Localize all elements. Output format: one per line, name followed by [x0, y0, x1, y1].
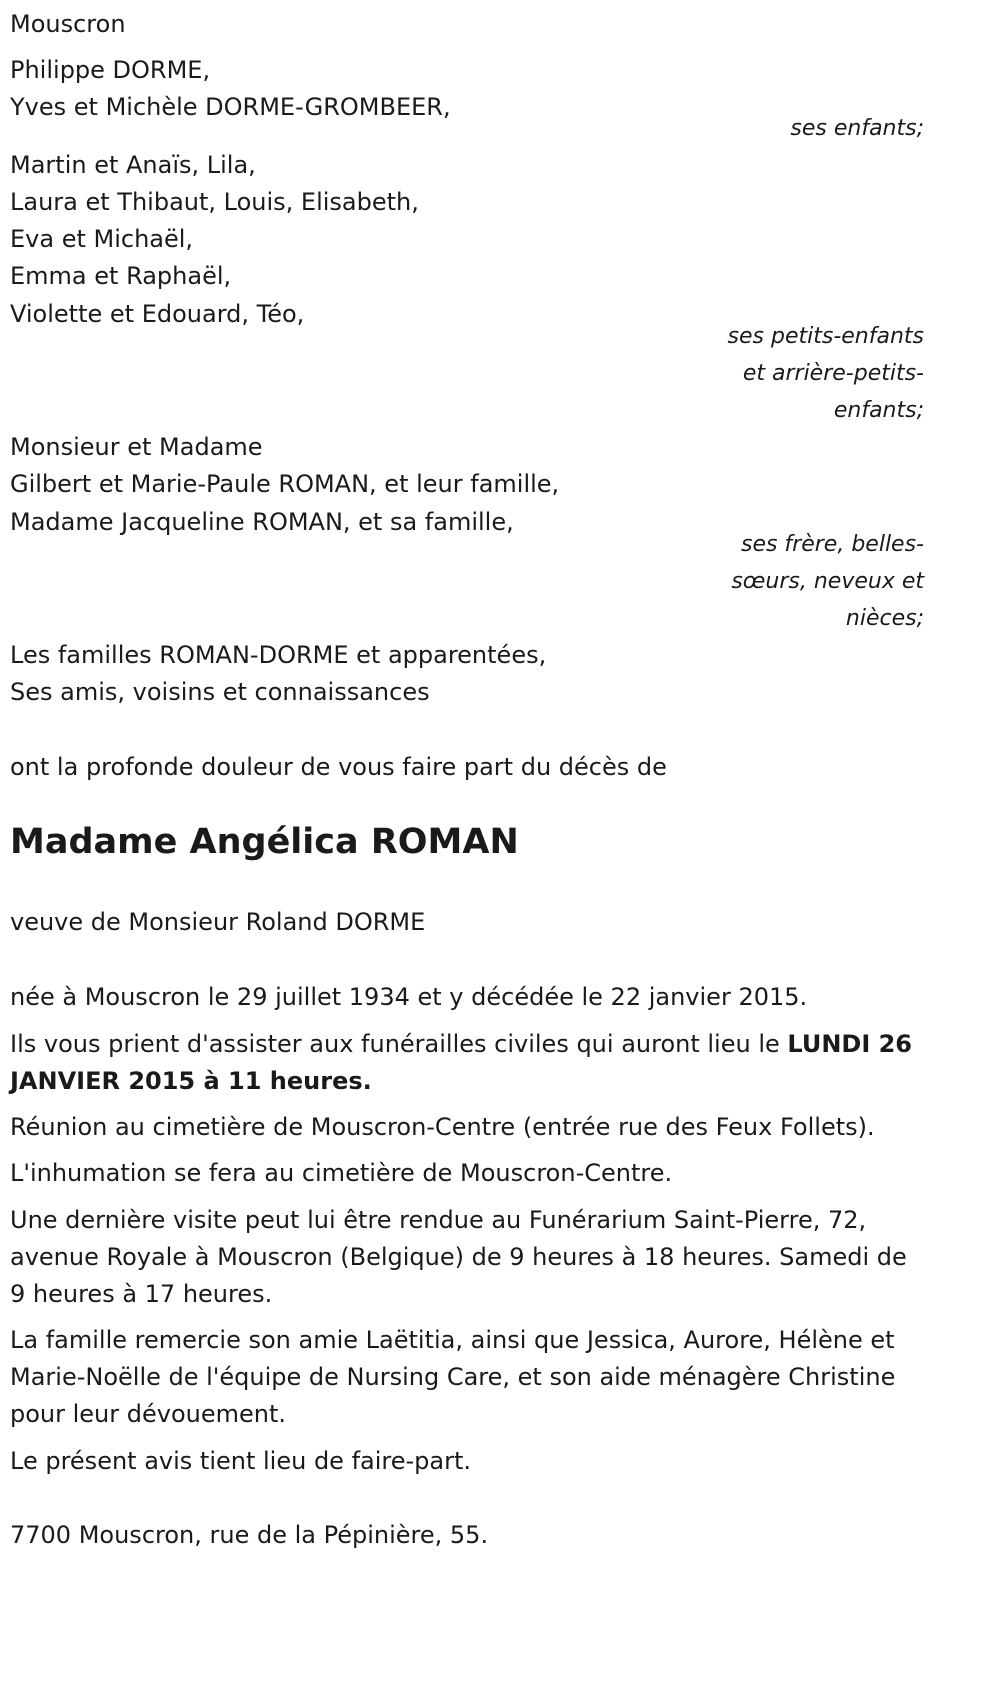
grandchild-name: Violette et Edouard, Téo,: [10, 300, 305, 328]
reunion: Réunion au cimetière de Mouscron-Centre (entrée rue des Feux Follets).: [10, 1113, 875, 1141]
funeral-info: [10, 1026, 925, 1100]
child-name: Yves et Michèle DORME-GROMBEER,: [10, 93, 451, 121]
burial: L'inhumation se fera au cimetière de Mouscron-Centre.: [10, 1159, 673, 1187]
widow-of: veuve de Monsieur Roland DORME: [10, 908, 426, 936]
notice: Le présent avis tient lieu de faire-part.: [10, 1447, 472, 1475]
address: 7700 Mouscron, rue de la Pépinière, 55.: [10, 1521, 489, 1549]
funeral-prefix: Ils vous prient d'assister aux funérailles civiles qui auront lieu le: [10, 1030, 788, 1058]
grandchildren-role-line: et arrière-petits-: [742, 361, 924, 386]
child-name: Philippe DORME,: [10, 56, 211, 84]
other-mourners: Ses amis, voisins et connaissances: [10, 678, 430, 706]
sibling-name: Madame Jacqueline ROMAN, et sa famille,: [10, 508, 514, 536]
grandchild-name: Eva et Michaël,: [10, 225, 194, 253]
grandchild-name: Laura et Thibaut, Louis, Elisabeth,: [10, 188, 419, 216]
sibling-name: Monsieur et Madame: [10, 433, 263, 461]
visit-info: Une dernière visite peut lui être rendue au Funérarium Saint-Pierre, 72, avenue Royale à Mouscron (Belgique) de 9 heures à 18 heures. Samedi de 9 heures à 17 heures.: [10, 1206, 907, 1308]
funeral-date: LUNDI 26 JANVIER 2015 à 11 heures.: [10, 1030, 913, 1095]
sibling-name: Gilbert et Marie-Paule ROMAN, et leur famille,: [10, 470, 560, 498]
announcement: ont la profonde douleur de vous faire part du décès de: [10, 753, 667, 781]
siblings-role-line: nièces;: [845, 606, 924, 631]
thanks: La famille remercie son amie Laëtitia, ainsi que Jessica, Aurore, Hélène et Marie-Noëlle de l'équipe de Nursing Care, et son aide ménagère Christine pour leur dévouement.: [10, 1326, 896, 1428]
siblings-role-line: sœurs, neveux et: [731, 569, 924, 594]
deceased-name: Madame Angélica ROMAN: [10, 822, 519, 862]
children-role: ses enfants;: [790, 116, 924, 141]
grandchildren-role-line: enfants;: [833, 398, 924, 423]
grandchild-name: Emma et Raphaël,: [10, 262, 232, 290]
location: Mouscron: [10, 10, 126, 38]
grandchildren-role-line: ses petits-enfants: [727, 324, 924, 349]
siblings-role-line: ses frère, belles-: [740, 532, 924, 557]
other-mourners: Les familles ROMAN-DORME et apparentées,: [10, 641, 547, 669]
birth-death: née à Mouscron le 29 juillet 1934 et y décédée le 22 janvier 2015.: [10, 983, 808, 1011]
grandchild-name: Martin et Anaïs, Lila,: [10, 151, 256, 179]
